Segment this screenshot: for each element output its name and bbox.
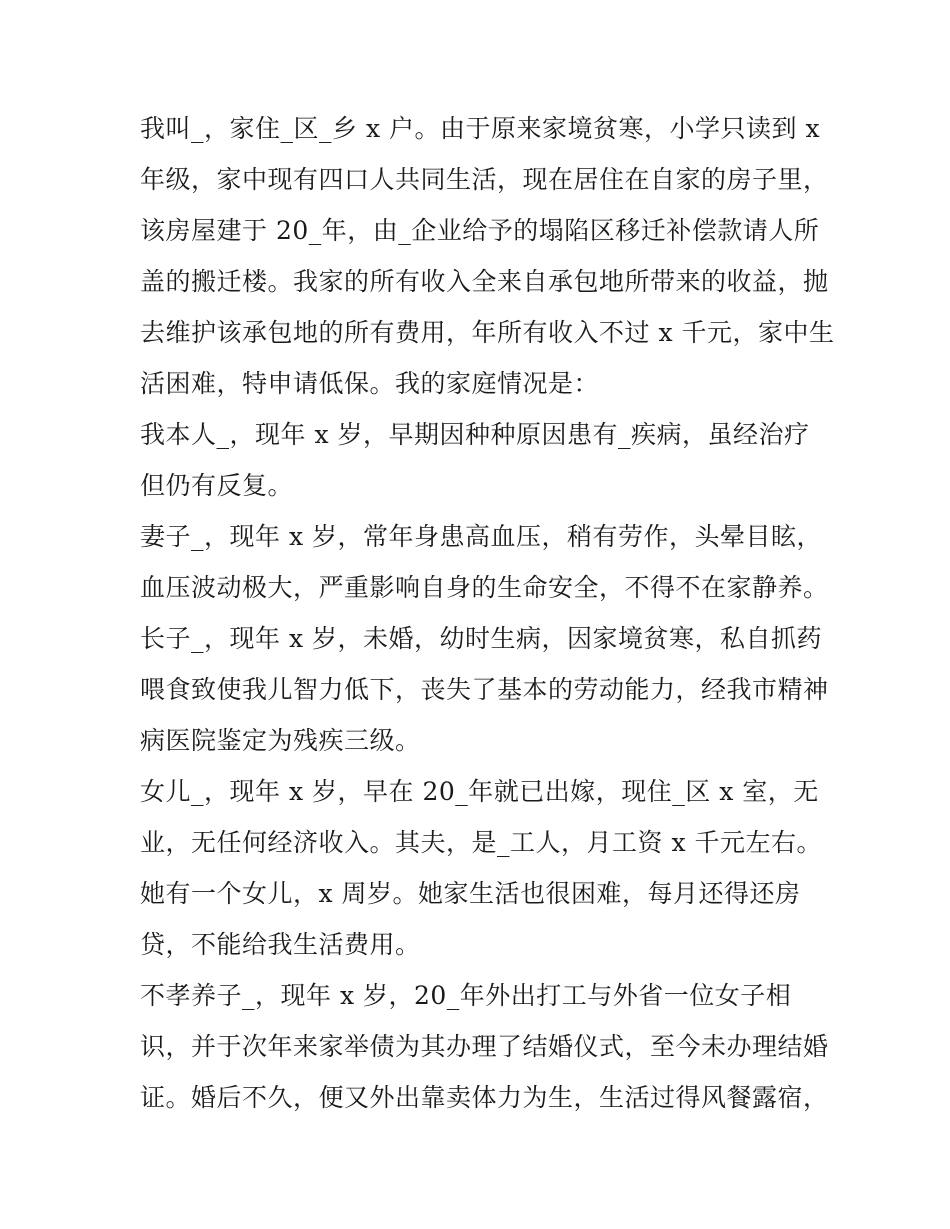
text-line: 去维护该承包地的所有费用，年所有收入不过 x 千元，家中生 (140, 318, 835, 347)
text-line: 识，并于次年来家举债为其办理了结婚仪式，至今未办理结婚 (140, 1032, 829, 1061)
text-line: 盖的搬迁楼。我家的所有收入全来自承包地所带来的收益，抛 (140, 267, 829, 296)
text-line: 我本人_，现年 x 岁，早期因种种原因患有_疾病，虽经治疗 (140, 420, 810, 449)
text-line: 女儿_，现年 x 岁，早在 20_年就已出嫁，现住_区 x 室，无 (140, 777, 819, 806)
text-line: 妻子_，现年 x 岁，常年身患高血压，稍有劳作，头晕目眩， (140, 522, 822, 551)
text-line: 活困难，特申请低保。我的家庭情况是： (140, 369, 600, 398)
document-body (140, 103, 835, 1123)
text-line: 业，无任何经济收入。其夫，是_工人，月工资 x 千元左右。 (140, 828, 822, 857)
text-line: 贷，不能给我生活费用。 (140, 930, 421, 959)
text-line: 但仍有反复。 (140, 471, 294, 500)
text-line: 不孝养子_，现年 x 岁，20_年外出打工与外省一位女子相 (140, 981, 792, 1010)
text-line: 长子_，现年 x 岁，未婚，幼时生病，因家境贫寒，私自抓药 (140, 624, 822, 653)
text-line: 该房屋建于 20_年，由_企业给予的塌陷区移迁补偿款请人所 (140, 216, 820, 245)
text-line: 喂食致使我儿智力低下，丧失了基本的劳动能力，经我市精神 (140, 675, 829, 704)
text-line: 她有一个女儿，x 周岁。她家生活也很困难，每月还得还房 (140, 879, 801, 908)
text-line: 我叫_，家住_区_乡 x 户。由于原来家境贫寒，小学只读到 x (140, 114, 821, 143)
text-line: 年级，家中现有四口人共同生活，现在居住在自家的房子里， (140, 165, 829, 194)
text-line: 证。婚后不久，便又外出靠卖体力为生，生活过得风餐露宿， (140, 1083, 829, 1112)
text-line: 血压波动极大，严重影响自身的生命安全，不得不在家静养。 (140, 573, 829, 602)
text-line: 病医院鉴定为残疾三级。 (140, 726, 421, 755)
